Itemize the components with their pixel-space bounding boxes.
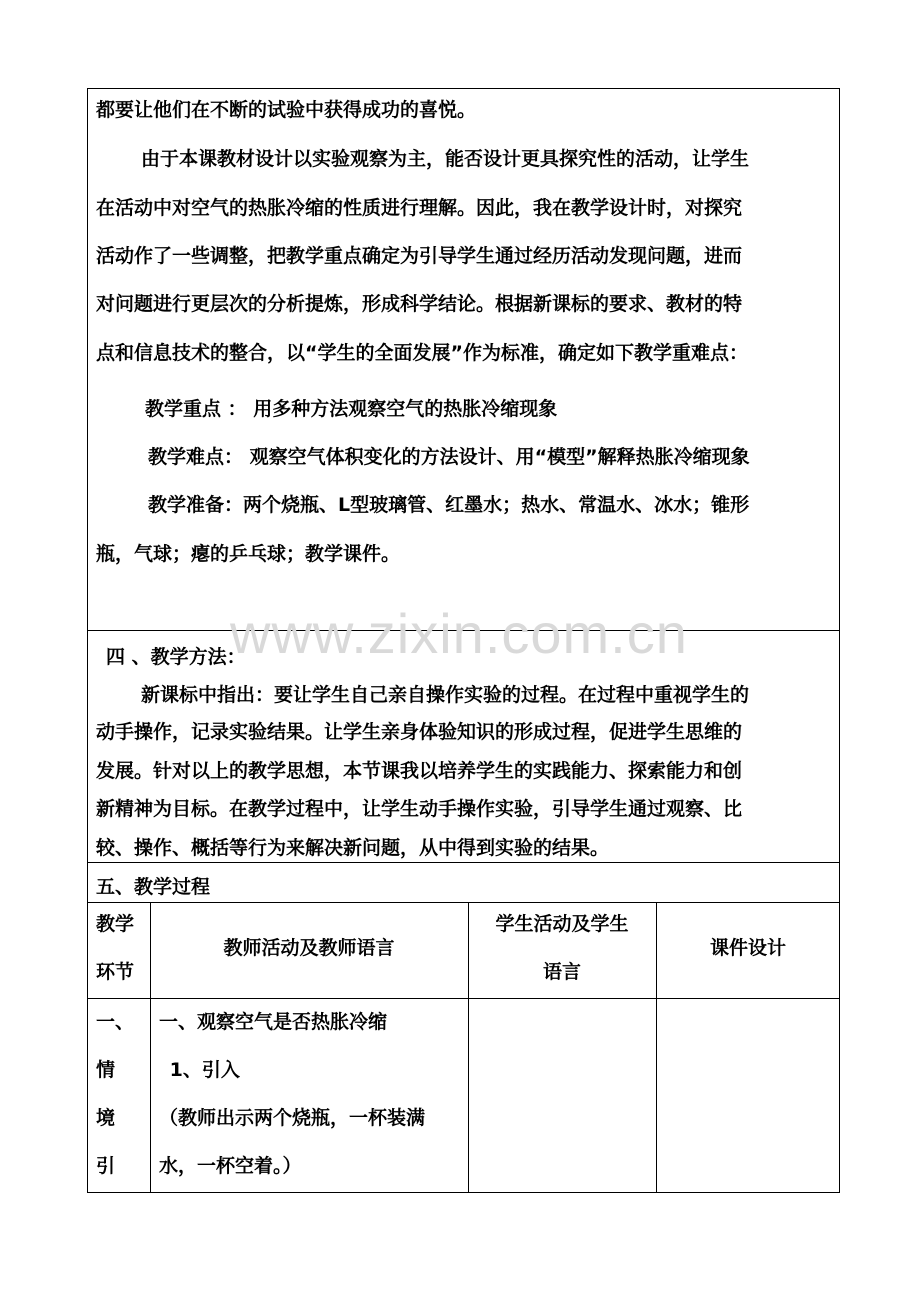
- section3-line-1: 都要让他们在不断的试验中获得成功的喜悦。: [96, 99, 477, 121]
- row1-teacher-4: 水，一杯空着。）: [159, 1155, 302, 1177]
- divider-section4-section5: [87, 862, 840, 863]
- header-teacher: 教师活动及教师语言: [223, 937, 395, 959]
- row1-stage-2: 情: [96, 1059, 116, 1081]
- section4-line-1: 新课标中指出：要让学生自己亲自操作实验的过程。在过程中重视学生的: [141, 684, 750, 706]
- key-point: 教学重点 ： 用多种方法观察空气的热胀冷缩现象: [145, 398, 558, 420]
- section3-line-5: 对问题进行更层次的分析提炼，形成科学结论。根据新课标的要求、教材的特: [96, 293, 743, 315]
- col-divider-2: [468, 902, 469, 1193]
- section4-line-3: 发展。针对以上的教学思想，本节课我以培养学生的实践能力、探索能力和创: [96, 760, 743, 782]
- row1-teacher-1: 一、观察空气是否热胀冷缩: [159, 1011, 388, 1033]
- section3-line-2: 由于本课教材设计以实验观察为主，能否设计更具探究性的活动，让学生: [141, 148, 750, 170]
- preparation-line-2: 瓶，气球；瘪的乒乓球；教学课件。: [96, 543, 401, 565]
- header-student-line-1: 学生活动及学生: [495, 913, 629, 935]
- section3-line-4: 活动作了一些调整，把教学重点确定为引导学生通过经历活动发现问题，进而: [96, 245, 743, 267]
- header-student-line-2: 语言: [542, 961, 581, 983]
- section4-line-5: 较、操作、概括等行为来解决新问题，从中得到实验的结果。: [96, 837, 610, 859]
- row1-stage-1: 一、: [96, 1011, 135, 1033]
- section4-heading: 四 、教学方法：: [106, 646, 246, 668]
- section3-line-3: 在活动中对空气的热胀冷缩的性质进行理解。因此，我在教学设计时，对探究: [96, 197, 743, 219]
- section5-heading: 五、教学过程: [96, 876, 211, 898]
- divider-header-row1: [87, 998, 840, 999]
- header-stage-line-1: 教学: [96, 913, 135, 935]
- section4-line-4: 新精神为目标。在教学过程中，让学生动手操作实验，引导学生通过观察、比: [96, 798, 743, 820]
- row1-stage-4: 引: [96, 1155, 116, 1177]
- row1-stage-3: 境: [96, 1107, 116, 1129]
- row1-teacher-3: （教师出示两个烧瓶，一杯装满: [159, 1107, 426, 1129]
- header-courseware: 课件设计: [709, 937, 786, 959]
- row1-teacher-2: 1、引入: [163, 1059, 240, 1081]
- divider-section5-heading-header: [87, 902, 840, 903]
- preparation-line-1: 教学准备：两个烧瓶、L型玻璃管、红墨水；热水、常温水、冰水；锥形: [148, 494, 750, 516]
- difficult-point: 教学难点： 观察空气体积变化的方法设计、用“模型”解释热胀冷缩现象: [148, 446, 750, 468]
- header-stage-line-2: 环节: [96, 961, 135, 983]
- section4-line-2: 动手操作，记录实验结果。让学生亲身体验知识的形成过程，促进学生思维的: [96, 721, 743, 743]
- watermark: www.zixin.com.cn: [230, 602, 688, 665]
- section3-line-6: 点和信息技术的整合，以“学生的全面发展”作为标准，确定如下教学重难点：: [96, 342, 748, 364]
